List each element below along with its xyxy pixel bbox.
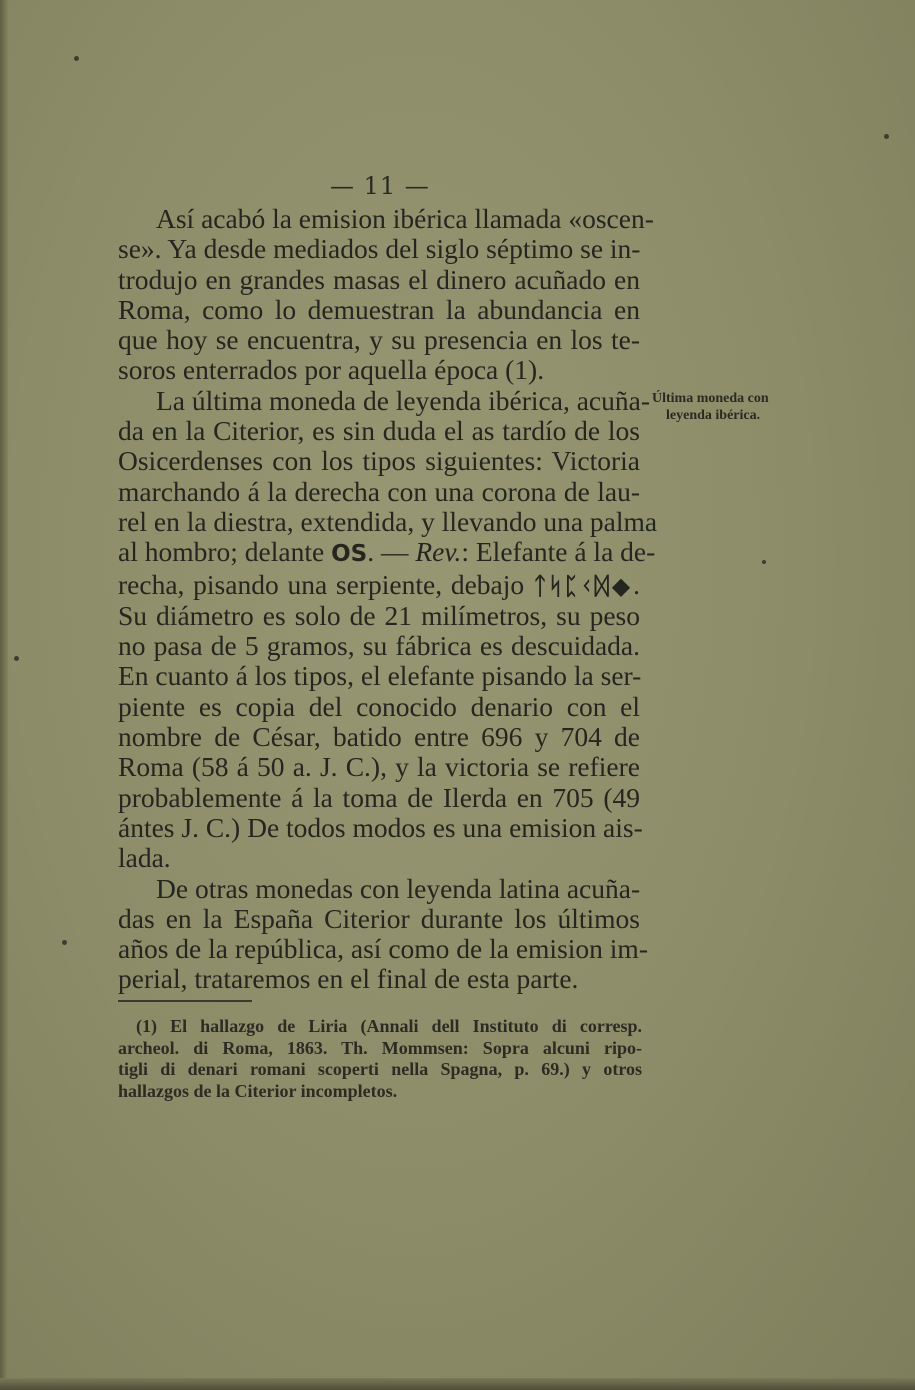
- margin-note-line: leyenda ibérica.: [666, 408, 761, 423]
- text-line: La última moneda de leyenda ibérica, acuña-: [156, 384, 650, 416]
- iberic-legend: ᛏᛋᛈᚲᛞ◆: [532, 571, 634, 600]
- text-line: piente es copia del conocido denario con el: [118, 690, 640, 722]
- text-line: Su diámetro es solo de 21 milímetros, su peso: [118, 599, 640, 631]
- text-fragment: recha, pisando una serpiente, debajo: [118, 568, 525, 600]
- ink-speck: [762, 560, 766, 564]
- footnote-line: hallazgos de la Citerior incompletos.: [118, 1080, 398, 1101]
- text-line: Roma, como lo demuestran la abundancia en: [118, 293, 640, 325]
- text-fragment: .: [633, 568, 640, 600]
- text-line: De otras monedas con leyenda latina acuña-: [156, 872, 641, 904]
- text-line: trodujo en grandes masas el dinero acuñado en: [118, 263, 640, 295]
- margin-note-line: Última moneda con: [652, 391, 769, 406]
- iberic-legend-os: OS: [331, 541, 368, 568]
- text-line: nombre de César, batido entre 696 y 704 de: [118, 721, 640, 753]
- text-line: ántes J. C.) De todos modos es una emision ais-: [118, 811, 643, 843]
- footnote: [118, 1016, 642, 1102]
- text-line: años de la república, así como de la emision im-: [118, 933, 648, 965]
- text-line: da en la Citerior, es sin duda el as tardío de los: [118, 415, 640, 447]
- footnote-line: archeol. di Roma, 1863. Th. Mommsen: Sopra alcuni ripo-: [118, 1037, 642, 1058]
- text-line: no pasa de 5 gramos, su fábrica es descuidada.: [118, 630, 640, 662]
- text-line: lada.: [118, 842, 171, 874]
- footnote-rule: [118, 1000, 252, 1002]
- text-fragment: : Elefante á la de-: [461, 536, 656, 568]
- text-line: que hoy se encuentra, y su presencia en los te-: [118, 324, 640, 356]
- text-line: Así acabó la emision ibérica llamada «oscen-: [156, 203, 654, 234]
- footnote-line: tigli di denari romani scoperti nella Spagna, p. 69.) y otros: [118, 1059, 642, 1079]
- page-number: — 11 —: [330, 172, 430, 200]
- reverse-abbrev: Rev.: [415, 536, 462, 568]
- footnote-line: (1) El hallazgo de Liria (Annali dell Instituto di corresp.: [136, 1016, 642, 1036]
- margin-note: [652, 390, 792, 424]
- ink-speck: [62, 940, 67, 945]
- main-text: [118, 203, 658, 995]
- text-line: [118, 570, 640, 601]
- text-line: rel en la diestra, extendida, y llevando una palma: [118, 505, 658, 537]
- text-line: das en la España Citerior durante los últimos: [118, 902, 640, 934]
- page-bottom-edge: [0, 1378, 915, 1390]
- text-line: soros enterrados por aquella época (1).: [118, 354, 545, 386]
- text-fragment: al hombro; delante: [118, 536, 325, 568]
- page-left-edge: [0, 0, 8, 1390]
- text-line: perial, trataremos en el final de esta parte.: [118, 963, 579, 995]
- text-line: probablemente á la toma de Ilerda en 705 (49: [118, 781, 640, 813]
- text-line: [118, 536, 656, 569]
- text-line: marchando á la derecha con una corona de lau-: [118, 475, 640, 507]
- text-line: En cuanto á los tipos, el elefante pisando la ser-: [118, 660, 642, 692]
- text-line: Roma (58 á 50 a. J. C.), y la victoria se refiere: [118, 751, 640, 783]
- ink-speck: [14, 656, 19, 661]
- text-line: se». Ya desde mediados del siglo séptimo se in-: [118, 233, 641, 265]
- text-fragment: . —: [367, 536, 416, 568]
- ink-speck: [884, 134, 889, 139]
- ink-speck: [74, 56, 79, 61]
- text-line: Osicerdenses con los tipos siguientes: Victoria: [118, 445, 640, 477]
